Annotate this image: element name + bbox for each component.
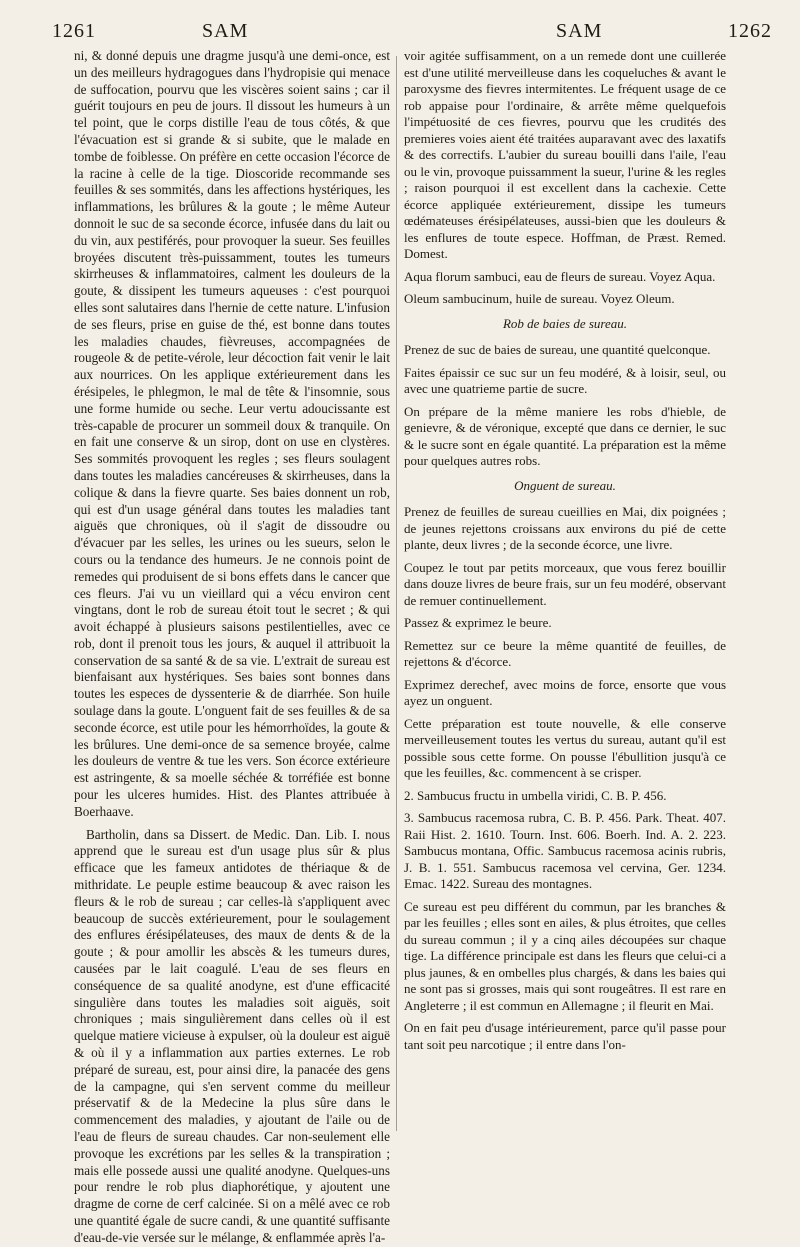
left-running-head: SAM (202, 20, 249, 42)
species-2: 2. Sambucus fructu in umbella viridi, C. B. P. 456. (404, 787, 667, 803)
onguent-instruction-5: Exprimez derechef, avec moins de force, ensorte que vous ayez un onguent. (404, 676, 726, 708)
aqua-entry: Aqua florum sambuci, eau de fleurs de sureau. Voyez Aqua. (404, 268, 716, 284)
onguent-instruction-3: Passez & exprimez le beure. (404, 615, 552, 630)
right-final-paragraph-2: On en fait peu d'usage intérieurement, parce qu'il passe pour tant soit peu narcotique ; il entre dans l'on- (404, 1020, 726, 1052)
onguent-instruction-4: Remettez sur ce beure la même quantité de feuilles, de rejettons & d'écorce. (404, 637, 726, 669)
rob-instruction-1: Prenez de suc de baies de sureau, une quantité quelconque. (404, 342, 711, 357)
right-running-head: SAM (556, 20, 603, 42)
species-list (404, 788, 726, 893)
oleum-entry: Oleum sambucinum, huile de sureau. Voyez Oleum. (404, 291, 675, 306)
page-header (52, 14, 772, 48)
rob-instruction-2: Faites épaissir ce suc sur un feu modéré, & à loisir, seul, ou avec une quatrieme partie de sucre. (404, 364, 726, 396)
onguent-note: Cette préparation est toute nouvelle, & elle conserve merveilleusement toutes les vertus du sureau, autant qu'il est possible sous cette forme. On pousse l'ébullition jusqu'à ce que les feuilles, &c. commencent à se crisper. (404, 715, 726, 780)
rob-instruction-3: On prépare de la même maniere les robs d'hieble, de genievre, & de véronique, excepté que dans ce dernier, le suc & le sucre sont en égale quantité. La préparation est la même pour quelques autres robs. (404, 403, 726, 468)
onguent-title: Onguent de sureau. (514, 477, 616, 493)
rob-title: Rob de baies de sureau. (502, 315, 628, 331)
onguent-instruction-1: Prenez de feuilles de sureau cueillies en Mai, dix poignées ; de jeunes rejettons croissans aux environs du pié de cette plante, deux livres ; de la seconde écorce, une livre. (404, 504, 726, 552)
right-final-paragraph-1: Ce sureau est peu différent du commun, par les branches & par les feuilles ; elles sont en ailes, & plus étroites, que celles du sureau commun ; il y a cinq ailes découpées sur chaque tige. La différence principale est dans les fleurs que celui-ci a plus jaunes, & en ombelles plus chargés, & dans les baies qui ne sont pas si grosses, mais qui sont rougeâtres. Il est rare en Angleterre ; il est commun en Allemagne ; il fleurit en Mai. (404, 898, 726, 1013)
right-paragraph-1: voir agitée suffisamment, on a un remede dont une cuillerée est d'une utilité merveilleuse dans les coqueluches & avant le paroxysme des fievres intermitentes. Le fréquent usage de ce rob appaise pour l'ordinaire, & arrête même quelquefois l'impétuosité de ces fievres, pourvu que les crudités des premieres voies aient été traitées auparavant avec des laxatifs & des correctifs. L'aubier du sureau bouilli dans l'aile, l'eau ou le vin, provoque puissamment la sueur, l'urine & les regles ; raison pourquoi il est excellent dans la cachexie. Cette écorce appliquée extérieurement, dissipe les tumeurs œdémateuses érésipélateuses, aussi-bien que les douleurs & les enflures de toute espece. Hoffman, de Præst. Remed. Domest. (404, 48, 726, 261)
left-paragraph-2: Bartholin, dans sa Dissert. de Medic. Dan. Lib. I. nous apprend que le sureau est d'un usage plus sûr & plus efficace que les fameux antidotes de thériaque & de mithridate. Le peuple estime beaucoup & avec raison les fleurs & le rob de sureau ; car celles-là s'appliquent avec beaucoup de succès extérieurement, pour le soulagement des enflures érésipélateuses, des maux de dents & de la goute ; & pour amollir les abscès & les tumeurs dures, causées par le lait coagulé. L'eau de ses fleurs en conséquence de sa qualité anodyne, est d'une efficacité singulière dans toutes les maladies soit aiguës, soit chroniques ; mais singulièrement dans celles où il est quelque matiere vicieuse à expulser, où la douleur est aiguë & où il y a inflammation aux parties externes. Le rob préparé de sureau, est, pour ainsi dire, la panacée des gens de la campagne, qui s'en servent comme du meilleur préservatif & de la Medecine la plus sûre dans le commencement des maladies, y ajoutant de l'aile ou de l'eau de fleurs de sureau chaudes. Car non-seulement elle provoque les excrétions par les selles & la transpiration ; mais elle possede aussi une qualité anodyne. Quelques-uns pour rendre le rob plus diaphorétique, y ajoutent une dragme de corne de cerf calcinée. Si on a mêlé avec ce rob une quantité égale de sucre candi, & une quantité suffisante d'eau-de-vie versée sur le mélange, & enflammée après l'a- (74, 826, 390, 1245)
right-page-number: 1262 (728, 20, 772, 42)
left-paragraph-1: ni, & donné depuis une dragme jusqu'à une demi-once, est un des meilleurs hydragogues dans l'hydropisie qui menace de suffocation, pourvu que les viscères soient sains ; car il guérit toujours en peu de jours. Il dissout les humeurs à un tel point, que le corps distille l'eau de tous côtés, & que l'évacuation est si grande & si subite, que le malade en tombe de foiblesse. On préfère en cette occasion l'écorce de la racine à celle de la tige. Dioscoride recommande ses feuilles & ses sommités, dans les affections hystériques, les inflammations, les brûlures & la goute ; le même Auteur donnoit le suc de sa seconde écorce, infusée dans du lait ou du vin, aux pestiférés, pour provoquer la sueur. Ses feuilles broyées discutent très-puissamment, toutes les tumeurs skirrheuses & inflammatoires, calment les douleurs de la goute, & dissipent les tumeurs aqueuses : c'est pourquoi elles sont salutaires dans l'hernie de cette nature. L'infusion de ses fleurs, prise en guise de thé, est bonne dans toutes les maladies chaudes, fièvreuses, accompagnées de rougeole & de petite-vérole, leur décoction fait venir le lait aux nourrices. On les applique extérieurement dans les érésipeles, le phlegmon, le mal de tête & l'insomnie, sous une forme humide ou seche. Leur vertu adoucissante est très-capable de procurer un sommeil doux & tranquile. On en fait une conserve & un sirop, dont on use en clystères. Ses sommités provoquent les regles ; ses fleurs soulagent dans toutes les maladies cancéreuses & skirrheuses, dans la colique & dans la fievre quarte. Ses baies donnent un rob, qui est d'un usage général dans toutes les maladies tant aiguës que chroniques, où il s'agit de dissoudre ou d'évacuer par les selles, les urines ou les sueurs, selon le cours ou la tendance des humeurs. Je ne connois point de remedes qui produisent de si bons effets dans le cancer que ces fleurs. J'ai vu un vieillard qui a vécu environ cent vingtans, dont le rob de sureau étoit tout le secret ; & qui avoit échappé à plusieurs saisons pestilentielles, avec ce rob, dont il prenoit tous les jours, & auquel il attribuoit la conservation de sa santé & de sa vie. L'extrait de sureau est bienfaisant aux hystériques. Ses baies sont bonnes dans toutes les especes de dyssenterie & de diarrhée. Son huile soulage dans la goute. L'onguent fait de ses feuilles & de sa seconde écorce, est utile pour les hémorrhoïdes, la goute & les brûlures. Une demi-once de sa semence broyée, calme les douleurs de ventre & tue les vers. Son écorce extérieure est astringente, & sa moelle séchée & torréfiée est bonne pour les ulceres humides. Hist. des Plantes attribuée à Boerhaave. (74, 48, 390, 819)
species-3: 3. Sambucus racemosa rubra, C. B. P. 456. Park. Theat. 407. Raii Hist. 2. 1610. Tourn. Inst. 606. Boerh. Ind. A. 2. 223. Sambucus montana, Offic. Sambucus racemosa acinis rubris, J. B. 1. 551. Sambucus racemosa vel cervina, Ger. 1234. Emac. 1422. Sureau des montagnes. (404, 810, 726, 891)
left-page-number: 1261 (52, 20, 96, 42)
column-divider (396, 56, 397, 1131)
onguent-instruction-2: Coupez le tout par petits morceaux, que vous ferez bouillir dans douze livres de beure frais, sur un feu modéré, observant de remuer continuellement. (404, 559, 726, 608)
left-column (74, 48, 390, 1245)
right-column (404, 48, 726, 1139)
